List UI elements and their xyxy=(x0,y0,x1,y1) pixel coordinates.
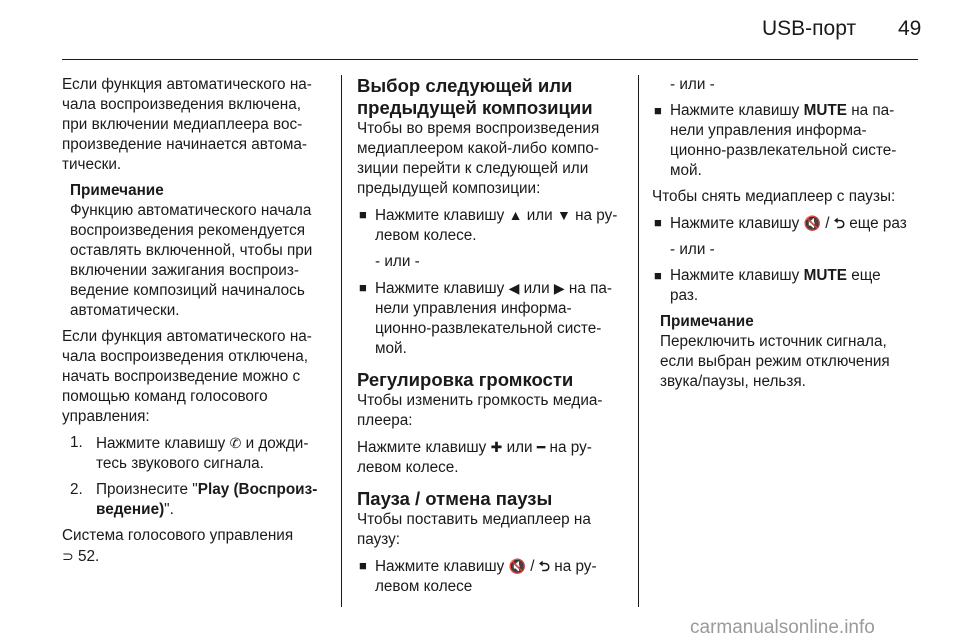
arrow-up-icon: ▲ xyxy=(508,207,523,223)
column-2 xyxy=(357,75,627,603)
page-header xyxy=(0,0,960,62)
note-block: Примечание Переключить источник сигнала, если выбран режим отключения звука/паузы, нельзя. xyxy=(660,312,927,392)
step-2: 2. Произнесите "Play (Воспроиз- ведение)". xyxy=(70,481,318,518)
page-title: USB-порт xyxy=(762,17,857,40)
bullet-mute-panel: ■ Нажмите клавишу MUTE на па- нели управления информа- ционно-развлекательной систе- мой. xyxy=(654,102,897,179)
paragraph-volume-keys: Нажмите клавишу ✚ или ━ на ру- левом колесе. xyxy=(357,439,592,476)
or-separator: - или - xyxy=(670,76,715,93)
note-block: Примечание Функцию автоматического начала воспроизведения рекомендуется оставлять включенной, чтобы при включении зажигания воспроиз- ведение композиций начиналось автоматически. xyxy=(70,181,327,321)
bullet-steering-arrows: ■ Нажмите клавишу ▲ или ▼ на ру- левом колесе. xyxy=(359,207,618,244)
bullet-mute-again: ■ Нажмите клавишу MUTE еще раз. xyxy=(654,267,881,304)
bullet-panel-arrows: ■ Нажмите клавишу ◀ или ▶ на па- нели управления информа- ционно-развлекательной систе- мой. xyxy=(359,280,613,357)
step-1: 1. Нажмите клавишу ✆ и дожди- тесь звукового сигнала. xyxy=(70,434,309,472)
arrow-down-icon: ▼ xyxy=(556,207,571,223)
note-title: Примечание xyxy=(70,182,164,199)
voice-call-icon: ✆ xyxy=(229,435,242,451)
paragraph-unpause: Чтобы снять медиаплеер с паузы: xyxy=(652,188,896,205)
column-divider-2 xyxy=(638,75,639,607)
bullet-icon: ■ xyxy=(654,103,662,118)
plus-icon: ✚ xyxy=(490,439,503,455)
mute-icon: 🔇 xyxy=(508,558,527,574)
heading-volume: Регулировка громкости xyxy=(357,369,574,390)
paragraph-voice-ref: Система голосового управления ⊃ 52. xyxy=(62,527,294,565)
watermark: carmanualsonline.info xyxy=(690,617,875,638)
bullet-unpause-keys: ■ Нажмите клавишу 🔇 / ⮌ еще раз xyxy=(654,215,907,232)
or-separator: - или - xyxy=(670,241,715,258)
column-divider-1 xyxy=(341,75,342,607)
bullet-icon: ■ xyxy=(359,207,367,222)
paragraph-track-select: Чтобы во время воспроизведения медиаплеером какой-либо компо- зиции перейти к следующей или предыдущей композиции: xyxy=(357,120,600,197)
back-arrow-icon: ⮌ xyxy=(833,215,845,231)
note-title: Примечание xyxy=(660,313,754,330)
bullet-icon: ■ xyxy=(359,280,367,295)
paragraph-autoplay-off: Если функция автоматического на- чала воспроизведения отключена, начать воспроизведение можно с помощью команд голосового управления: xyxy=(62,328,312,425)
back-arrow-icon: ⮌ xyxy=(538,558,550,574)
column-1 xyxy=(62,75,327,573)
bullet-icon: ■ xyxy=(654,268,662,283)
arrow-left-icon: ◀ xyxy=(508,280,520,296)
paragraph-volume: Чтобы изменить громкость медиа- плеера: xyxy=(357,392,603,429)
minus-icon: ━ xyxy=(536,439,546,455)
page-number: 49 xyxy=(898,17,922,40)
bullet-icon: ■ xyxy=(654,215,662,230)
page-reference[interactable]: 52. xyxy=(77,548,100,565)
bullet-icon: ■ xyxy=(359,558,367,573)
header-rule xyxy=(62,59,918,60)
page-reference-icon: ⊃ xyxy=(62,548,74,564)
bullet-pause-keys: ■ Нажмите клавишу 🔇 / ⮌ на ру- левом колесе xyxy=(359,558,597,595)
heading-track-select: Выбор следующей или предыдущей композиции xyxy=(357,75,593,118)
or-separator: - или - xyxy=(375,253,420,270)
heading-pause: Пауза / отмена паузы xyxy=(357,488,553,509)
mute-icon: 🔇 xyxy=(803,215,822,231)
paragraph-autoplay-on: Если функция автоматического на- чала воспроизведения включена, при включении медиаплеера вос- произведение начинается автома- тически. xyxy=(62,76,312,173)
column-3 xyxy=(652,75,927,398)
arrow-right-icon: ▶ xyxy=(553,280,565,296)
paragraph-pause: Чтобы поставить медиаплеер на паузу: xyxy=(357,511,591,548)
